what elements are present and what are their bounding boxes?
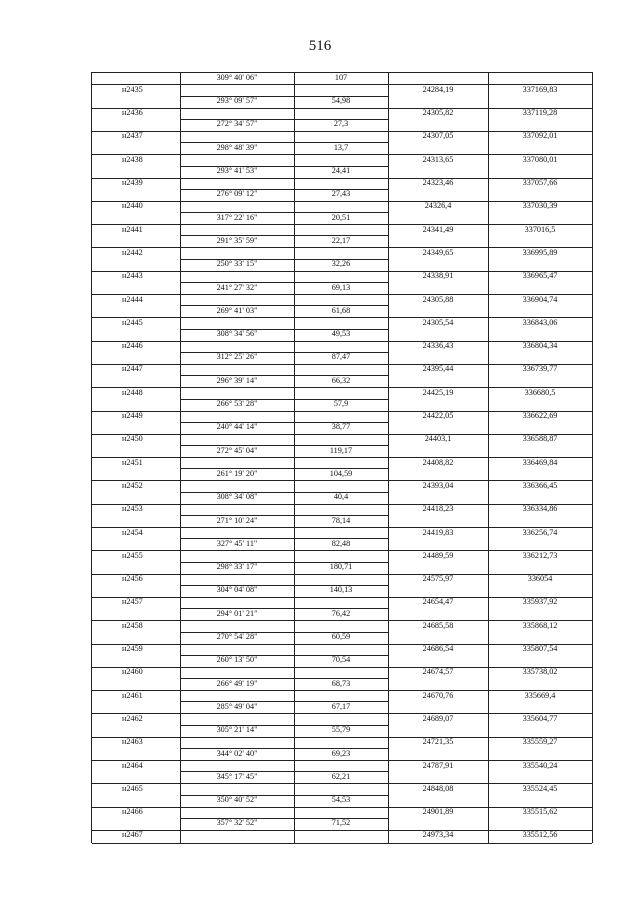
segment-distance: 70,54 <box>331 655 351 665</box>
point-y: 337092,01 <box>522 131 558 141</box>
point-y: 337030,39 <box>522 201 558 211</box>
point-x: 24422,05 <box>422 411 454 420</box>
point-id: н2451 <box>122 457 143 467</box>
segment-angle: 270° 54' 28" <box>216 632 258 641</box>
table-row-segment <box>92 306 592 317</box>
table-row-point <box>92 737 592 748</box>
point-id: н2439 <box>122 178 143 187</box>
table-row-segment <box>92 725 592 736</box>
point-y: 335937,92 <box>522 597 558 607</box>
table-row-point <box>92 248 592 259</box>
point-x: 24418,23 <box>422 504 454 514</box>
point-id: н2456 <box>122 574 143 584</box>
segment-angle: 266° 53' 28" <box>216 399 258 408</box>
segment-distance: 69,13 <box>331 282 351 292</box>
table-row-segment <box>92 236 592 247</box>
table-row-point <box>92 295 592 306</box>
point-y: 335512,56 <box>522 830 558 840</box>
table-row-point <box>92 225 592 236</box>
point-id: н2446 <box>122 341 143 351</box>
segment-distance: 180,71 <box>329 562 353 572</box>
point-x: 24284,19 <box>422 84 454 94</box>
table-row-segment <box>92 749 592 760</box>
point-x: 24403,1 <box>424 434 452 444</box>
point-x: 24686,54 <box>422 644 454 653</box>
point-x: 24973,34 <box>422 830 454 840</box>
table-row-point <box>92 481 592 492</box>
segment-angle: 304° 04' 08" <box>216 585 258 595</box>
point-y: 336843,06 <box>522 317 558 327</box>
segment-distance: 49,53 <box>331 329 351 339</box>
table-row-point <box>92 341 592 352</box>
point-id: н2458 <box>122 620 143 630</box>
point-y: 335524,45 <box>522 783 558 793</box>
table-row-point <box>92 85 592 96</box>
table-row-point <box>92 458 592 469</box>
table-row-segment <box>92 119 592 130</box>
point-id: н2441 <box>122 224 143 234</box>
point-id: н2442 <box>122 247 143 257</box>
point-y: 337119,28 <box>522 108 558 118</box>
segment-distance: 87,47 <box>331 352 351 362</box>
segment-distance: 104,59 <box>329 468 353 478</box>
point-id: н2450 <box>122 434 143 444</box>
table-row-segment <box>92 655 592 666</box>
table-row-segment <box>92 446 592 457</box>
segment-distance: 54,98 <box>331 96 351 106</box>
table-row-segment <box>92 189 592 200</box>
page-number: 516 <box>308 38 332 54</box>
table-row-segment <box>92 166 592 177</box>
point-id: н2438 <box>122 154 143 164</box>
point-id: н2452 <box>122 480 143 490</box>
table-row-point <box>92 761 592 772</box>
point-id: н2461 <box>122 690 143 700</box>
segment-distance: 40,4 <box>333 492 349 502</box>
table-row-point <box>92 318 592 329</box>
table-row-segment <box>92 609 592 620</box>
point-x: 24305,82 <box>422 108 454 118</box>
table-row-point <box>92 411 592 422</box>
point-id: н2457 <box>122 597 143 607</box>
segment-angle: 293° 41' 53" <box>216 166 258 175</box>
table-row-point <box>92 155 592 166</box>
table-row-segment <box>92 329 592 340</box>
table-bottom-border <box>92 843 592 844</box>
point-id: н2435 <box>122 84 143 94</box>
point-x: 24393,04 <box>422 480 454 490</box>
table-row-segment <box>92 795 592 806</box>
point-y: 335540,24 <box>522 760 558 770</box>
point-y: 337169,83 <box>522 84 558 94</box>
point-x: 24408,82 <box>422 457 454 467</box>
point-y: 336622,69 <box>522 411 558 420</box>
point-id: н2454 <box>122 527 143 537</box>
point-x: 24338,91 <box>422 271 454 281</box>
segment-angle: 293° 09' 57" <box>216 96 258 106</box>
table-row-point <box>92 434 592 445</box>
point-x: 24425,19 <box>422 387 454 397</box>
point-x: 24395,44 <box>422 364 454 374</box>
point-y: 336804,34 <box>522 341 558 351</box>
point-y: 337016,5 <box>524 224 556 234</box>
segment-distance: 78,14 <box>331 515 351 525</box>
point-x: 24670,76 <box>422 690 454 700</box>
point-y: 335669,4 <box>524 690 556 700</box>
table-row-segment <box>92 818 592 829</box>
table-row-segment <box>92 399 592 410</box>
segment-distance: 55,79 <box>331 725 351 735</box>
table-row-point <box>92 807 592 818</box>
point-y: 336995,89 <box>522 247 558 257</box>
table-row-point <box>92 201 592 212</box>
point-y: 336469,84 <box>522 457 558 467</box>
table-row-point <box>92 691 592 702</box>
segment-distance: 60,59 <box>331 632 351 641</box>
point-y: 336588,87 <box>522 434 558 444</box>
point-id: н2440 <box>122 201 143 211</box>
point-x: 24489,59 <box>422 550 454 560</box>
segment-distance: 24,41 <box>331 166 351 175</box>
segment-angle: 344° 02' 40" <box>216 748 258 758</box>
segment-angle: 312° 25' 26" <box>216 352 258 362</box>
segment-angle: 296° 39' 14" <box>216 375 258 385</box>
table-row-point <box>92 271 592 282</box>
table-row-segment <box>92 213 592 224</box>
table-row-segment <box>92 702 592 713</box>
segment-angle: 308° 34' 08" <box>216 492 258 502</box>
segment-distance: 66,32 <box>331 375 351 385</box>
table-row-segment <box>92 422 592 433</box>
table-row-point <box>92 108 592 119</box>
segment-angle: 317° 22' 16" <box>216 212 258 222</box>
point-id: н2444 <box>122 294 143 304</box>
segment-angle: 305° 21' 14" <box>216 725 258 735</box>
table-row-point <box>92 178 592 189</box>
table-row-point <box>92 364 592 375</box>
point-y: 336680,5 <box>524 387 556 397</box>
point-x: 24654,47 <box>422 597 454 607</box>
segment-angle: 291° 35' 59" <box>216 235 258 245</box>
table-row-point <box>92 830 592 841</box>
segment-angle: 285° 49' 04" <box>216 701 258 711</box>
segment-angle: 260° 13' 50" <box>216 655 258 665</box>
point-x: 24685,58 <box>422 620 454 630</box>
segment-distance: 13,7 <box>333 142 349 152</box>
point-id: н2467 <box>122 830 143 840</box>
point-x: 24674,57 <box>422 667 454 677</box>
table-row-first-segment <box>92 73 592 84</box>
table-row-segment <box>92 469 592 480</box>
table-row-segment <box>92 585 592 596</box>
point-id: н2445 <box>122 317 143 327</box>
point-y: 335868,12 <box>522 620 558 630</box>
point-y: 336739,77 <box>522 364 558 374</box>
segment-angle: 308° 34' 56" <box>216 329 258 339</box>
point-id: н2459 <box>122 644 143 653</box>
segment-angle: 266° 49' 19" <box>216 678 258 688</box>
point-x: 24901,89 <box>422 807 454 817</box>
point-y: 337080,01 <box>522 154 558 164</box>
segment-angle: 250° 33' 15" <box>216 259 258 269</box>
segment-angle: 327° 45' 11" <box>216 538 258 548</box>
segment-distance: 20,51 <box>331 212 351 222</box>
point-x: 24689,07 <box>422 713 454 723</box>
segment-angle: 298° 33' 17" <box>216 562 258 572</box>
point-id: н2436 <box>122 108 143 118</box>
point-y: 336904,74 <box>522 294 558 304</box>
segment-angle: 240° 44' 14" <box>216 422 258 432</box>
table-row-point <box>92 644 592 655</box>
point-y: 336334,86 <box>522 504 558 514</box>
segment-distance: 57,9 <box>333 399 349 408</box>
table-row-point <box>92 504 592 515</box>
segment-angle: 271° 10' 24" <box>216 515 258 525</box>
table-row-segment <box>92 143 592 154</box>
point-id: н2466 <box>122 807 143 817</box>
point-y: 336054 <box>527 574 553 584</box>
table-row-point <box>92 714 592 725</box>
table-row-segment <box>92 259 592 270</box>
segment-distance: 61,68 <box>331 305 351 315</box>
segment-distance: 54,53 <box>331 795 351 805</box>
segment-angle: 272° 45' 04" <box>216 445 258 455</box>
table-row-point <box>92 388 592 399</box>
table-row-point <box>92 551 592 562</box>
coordinates-table <box>91 72 593 843</box>
segment-distance: 62,21 <box>331 771 351 781</box>
segment-angle: 241° 27' 32" <box>216 282 258 292</box>
table-row-point <box>92 574 592 585</box>
point-x: 24305,54 <box>422 317 454 327</box>
point-x: 24326,4 <box>424 201 452 211</box>
table-row-segment <box>92 96 592 107</box>
point-x: 24313,65 <box>422 154 454 164</box>
table-row-segment <box>92 352 592 363</box>
point-y: 337057,66 <box>522 178 558 187</box>
table-row-segment <box>92 283 592 294</box>
point-id: н2447 <box>122 364 143 374</box>
table-row-point <box>92 621 592 632</box>
segment-distance: 68,73 <box>331 678 351 688</box>
point-id: н2455 <box>122 550 143 560</box>
point-y: 336256,74 <box>522 527 558 537</box>
point-id: н2437 <box>122 131 143 141</box>
segment-angle: 309° 40' 06" <box>216 73 258 82</box>
segment-distance: 71,52 <box>331 818 351 828</box>
point-y: 336965,47 <box>522 271 558 281</box>
segment-distance: 67,17 <box>331 701 351 711</box>
segment-distance: 27,43 <box>331 189 351 199</box>
table-row-point <box>92 667 592 678</box>
point-id: н2449 <box>122 411 143 420</box>
point-x: 24323,46 <box>422 178 454 187</box>
point-id: н2465 <box>122 783 143 793</box>
point-x: 24305,88 <box>422 294 454 304</box>
table-row-segment <box>92 562 592 573</box>
point-y: 335604,77 <box>522 713 558 723</box>
point-x: 24341,49 <box>422 224 454 234</box>
segment-distance: 140,13 <box>329 585 353 595</box>
point-x: 24307,05 <box>422 131 454 141</box>
segment-distance: 119,17 <box>329 445 353 455</box>
table-row-segment <box>92 772 592 783</box>
point-id: н2443 <box>122 271 143 281</box>
segment-distance: 32,26 <box>331 259 351 269</box>
point-x: 24721,35 <box>422 737 454 747</box>
point-x: 24575,97 <box>422 574 454 584</box>
point-x: 24336,43 <box>422 341 454 351</box>
segment-distance: 107 <box>334 73 348 82</box>
segment-angle: 294° 01' 21" <box>216 608 258 618</box>
point-id: н2463 <box>122 737 143 747</box>
table-row-segment <box>92 516 592 527</box>
table-row-point <box>92 597 592 608</box>
table-row-point <box>92 784 592 795</box>
segment-angle: 345° 17' 45" <box>216 771 258 781</box>
segment-angle: 269° 41' 03" <box>216 305 258 315</box>
segment-distance: 76,42 <box>331 608 351 618</box>
segment-distance: 38,77 <box>331 422 351 432</box>
point-y: 335559,27 <box>522 737 558 747</box>
point-y: 336366,45 <box>522 480 558 490</box>
point-x: 24848,08 <box>422 783 454 793</box>
segment-angle: 272° 34' 57" <box>216 119 258 129</box>
table-row-segment <box>92 376 592 387</box>
segment-angle: 350° 40' 52" <box>216 795 258 805</box>
point-id: н2453 <box>122 504 143 514</box>
segment-distance: 82,48 <box>331 538 351 548</box>
segment-distance: 22,17 <box>331 235 351 245</box>
table-row-segment <box>92 632 592 643</box>
segment-angle: 357° 32' 52" <box>216 818 258 828</box>
segment-distance: 27,3 <box>333 119 349 129</box>
segment-angle: 298° 48' 39" <box>216 142 258 152</box>
table-row-segment <box>92 679 592 690</box>
table-row-point <box>92 131 592 142</box>
point-x: 24349,65 <box>422 247 454 257</box>
point-y: 336212,73 <box>522 550 558 560</box>
point-x: 24787,91 <box>422 760 454 770</box>
table-row-segment <box>92 539 592 550</box>
point-y: 335515,62 <box>522 807 558 817</box>
point-id: н2464 <box>122 760 143 770</box>
segment-angle: 276° 09' 12" <box>216 189 258 199</box>
point-y: 335738,02 <box>522 667 558 677</box>
segment-angle: 261° 19' 20" <box>216 468 258 478</box>
point-y: 335807,54 <box>522 644 558 653</box>
table-row-point <box>92 528 592 539</box>
segment-distance: 69,23 <box>331 748 351 758</box>
point-id: н2462 <box>122 713 143 723</box>
point-x: 24419,83 <box>422 527 454 537</box>
table-row-segment <box>92 492 592 503</box>
point-id: н2448 <box>122 387 143 397</box>
point-id: н2460 <box>122 667 143 677</box>
